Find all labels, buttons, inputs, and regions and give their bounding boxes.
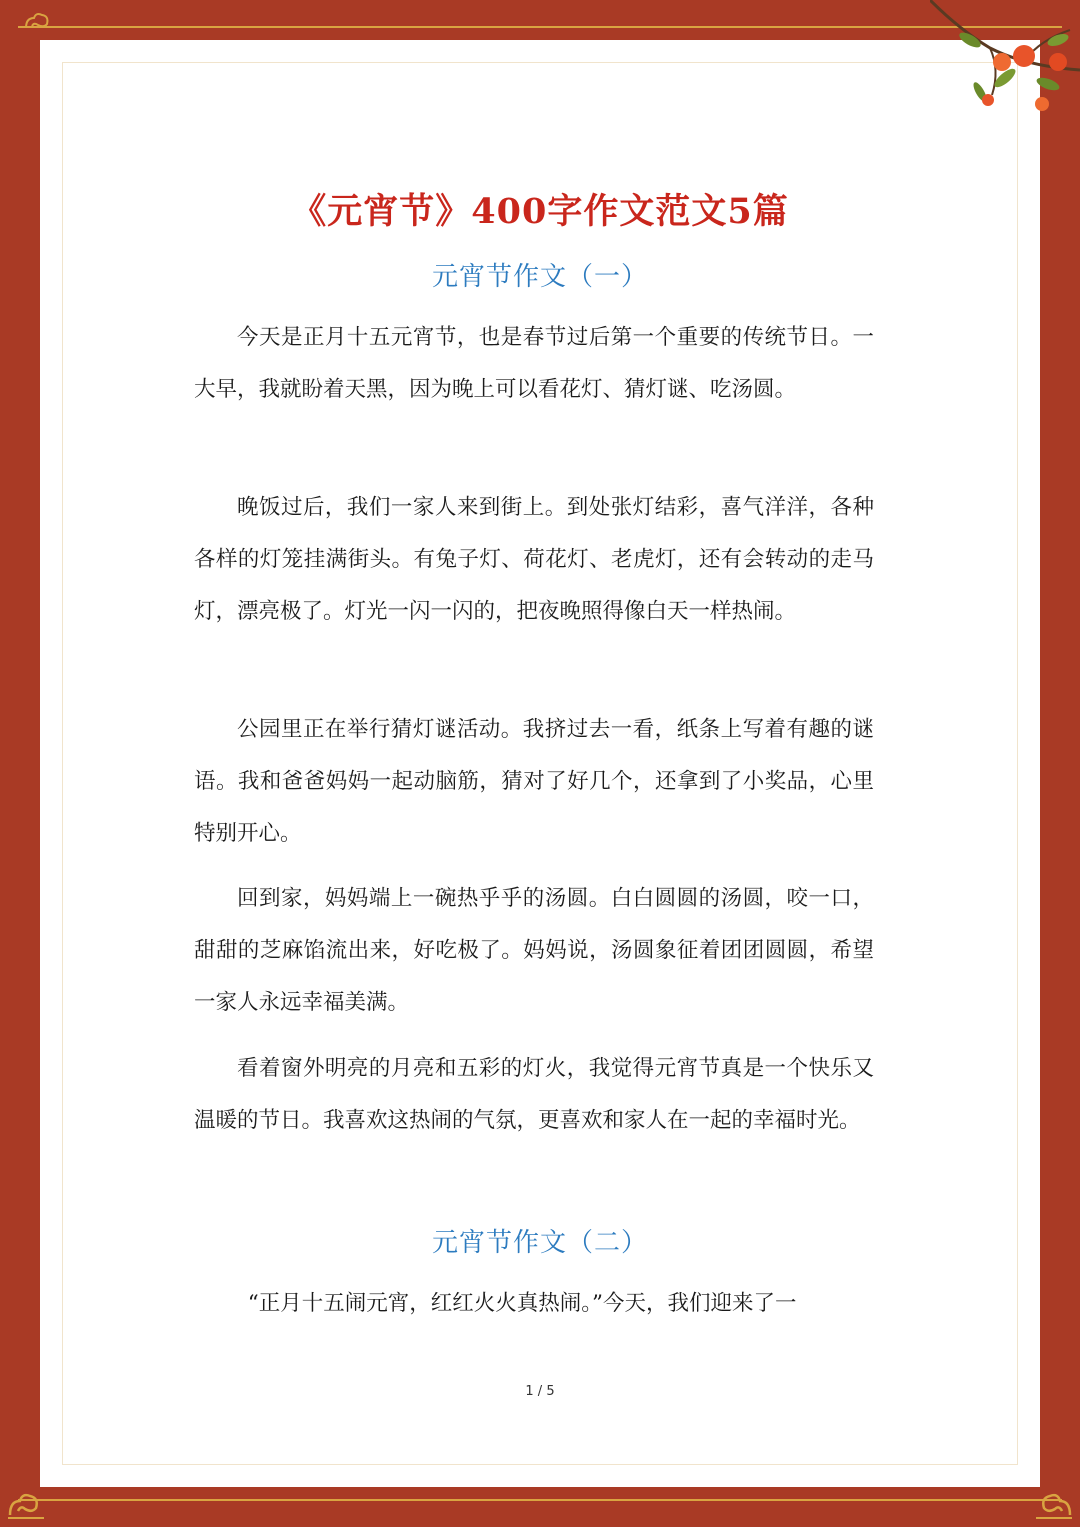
frame-gold-line-top: [18, 26, 1062, 28]
persimmon-branch-icon: [930, 0, 1080, 120]
paper-page: [40, 40, 1040, 1487]
frame-gold-line-bottom: [18, 1499, 1062, 1501]
essay-1-paragraph-2: 晚饭过后，我们一家人来到街上。到处张灯结彩，喜气洋洋，各种各样的灯笼挂满街头。有兔子灯、荷花灯、老虎灯，还有会转动的走马灯，漂亮极了。灯光一闪一闪的，把夜晚照得像白天一样热闹。: [194, 495, 874, 624]
document-title: 《元宵节》400字作文范文5篇: [291, 191, 789, 232]
page-number: 1 / 5: [525, 1384, 555, 1399]
essay-2-paragraph-1: “正月十五闹元宵，红红火火真热闹。”今天，我们迎来了一: [247, 1291, 797, 1316]
essay-1-paragraph-3: 公园里正在举行猜灯谜活动。我挤过去一看，纸条上写着有趣的谜语。我和爸爸妈妈一起动脑筋，猜对了好几个，还拿到了小奖品，心里特别开心。: [194, 717, 874, 846]
essay-1-paragraph-5: 看着窗外明亮的月亮和五彩的灯火，我觉得元宵节真是一个快乐又温暖的节日。我喜欢这热闹的气氛，更喜欢和家人在一起的幸福时光。: [194, 1056, 874, 1133]
essay-heading-2: 元宵节作文（二）: [431, 1228, 648, 1258]
essay-heading-1: 元宵节作文（一）: [431, 262, 648, 292]
essay-1-paragraph-4: 回到家，妈妈端上一碗热乎乎的汤圆。白白圆圆的汤圆，咬一口，甜甜的芝麻馅流出来，好吃极了。妈妈说，汤圆象征着团团圆圆，希望一家人永远幸福美满。: [194, 886, 874, 1015]
corner-cloud-bottom-right-icon: [1034, 1489, 1074, 1519]
essay-1-paragraph-1: 今天是正月十五元宵节，也是春节过后第一个重要的传统节日。一大早，我就盼着天黑，因为晚上可以看花灯、猜灯谜、吃汤圆。: [194, 325, 874, 402]
corner-cloud-bottom-left-icon: [6, 1489, 46, 1519]
corner-cloud-top-left-icon: [22, 10, 52, 32]
